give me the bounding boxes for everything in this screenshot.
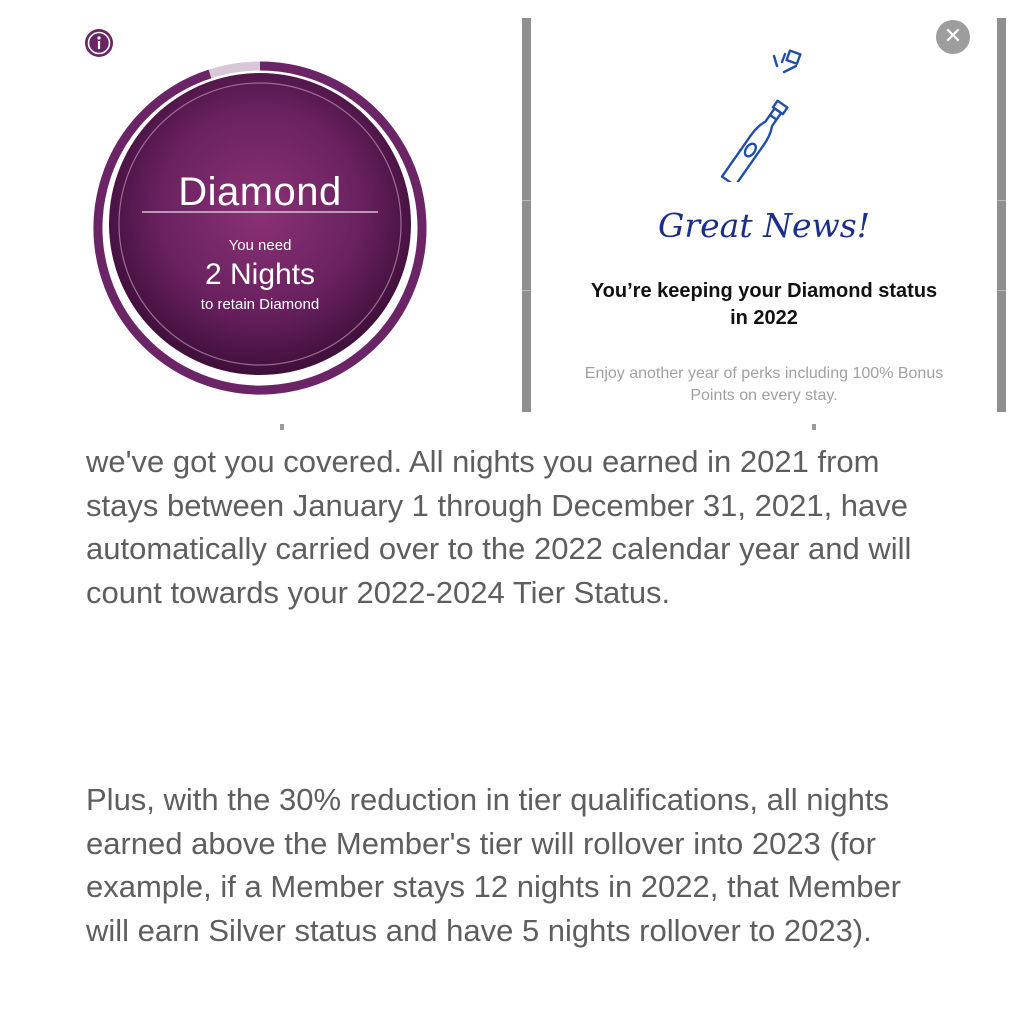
need-label: You need xyxy=(228,237,292,254)
modal-headline: Great News! xyxy=(658,206,870,245)
tier-progress-card xyxy=(84,28,436,400)
status-modal xyxy=(522,18,1006,412)
tier-name: Diamond xyxy=(178,170,342,214)
cut-off-text-line xyxy=(86,414,846,430)
article-paragraph-2: Plus, with the 30% reduction in tier qualifications, all nights earned above the Member's tier will rollover into 2023 (for example, if a Member stays 12 nights in 2022, that Member will earn Silver status and have 5 nights rollover to 2023). xyxy=(86,782,902,948)
champagne-bottle-icon xyxy=(708,42,818,182)
tier-disc xyxy=(109,73,411,375)
modal-perks-text: Enjoy another year of perks including 100% Bonus Points on every stay. xyxy=(584,365,944,404)
nights-needed: 2 Nights xyxy=(204,258,316,291)
article-paragraph-1: we've got you covered. All nights you earned in 2021 from stays between January 1 through December 31, 2021, have automatically carried over to the 2022 calendar year and will count towards your 2022-2024 Tier Status. xyxy=(86,444,912,610)
close-icon[interactable]: ✕ xyxy=(936,20,970,54)
modal-message: You’re keeping your Diamond status in 2022 xyxy=(590,280,938,329)
retain-label: to retain Diamond xyxy=(200,296,320,313)
info-icon[interactable] xyxy=(84,28,114,58)
